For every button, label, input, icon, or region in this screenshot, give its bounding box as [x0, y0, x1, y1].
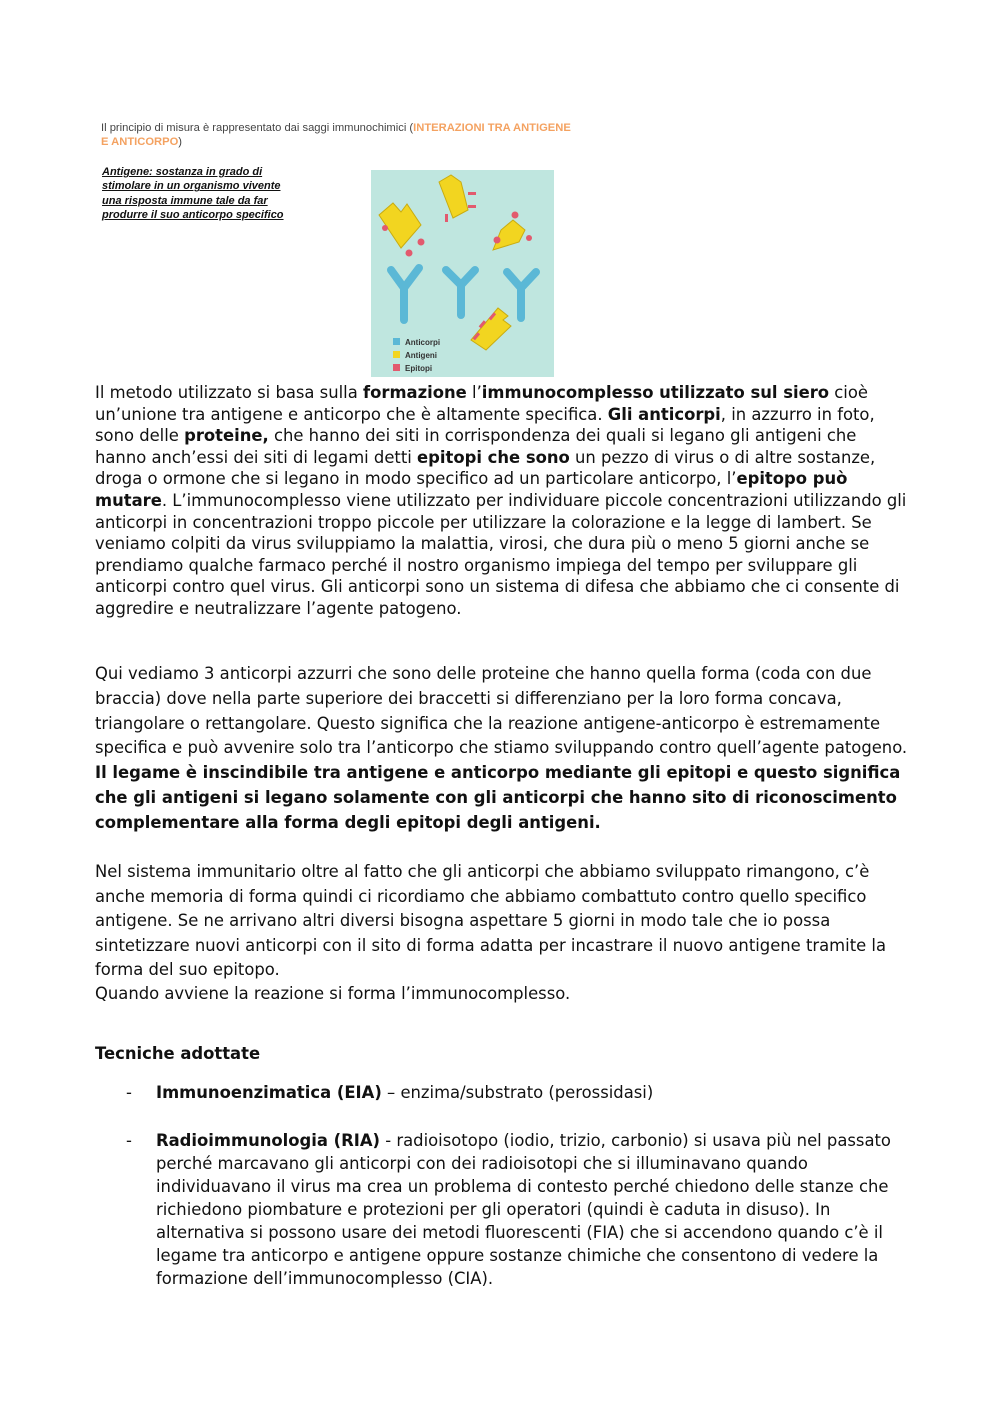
paragraph-method [95, 382, 910, 620]
bullet-eia [156, 1081, 896, 1104]
text-run: Il metodo utilizzato si basa sulla [95, 383, 363, 402]
bullet-text: – enzima/substrato (perossidasi) [381, 1083, 654, 1102]
bullet-text: - radioisotopo (iodio, trizio, carbonio) si usava più nel passato perché marcavano gli anticorpi con dei radioisotopi che si illuminavano quando individuavano il virus ma crea un problema di contesto perché chiedono delle stanze che richiedono piombature e protezioni per gli operatori (quindi è caduta in disuso). In alternativa si possono usare dei metodi fluorescenti (FIA) che si accendono quando c’è il legame tra anticorpo e antigene oppure sostanze chimiche che consentono di vedere la formazione dell’immunocomplesso (CIA). [156, 1131, 891, 1288]
bullet-dash: - [126, 1131, 132, 1150]
text-run: Qui vediamo 3 anticorpi azzurri che sono delle proteine che hanno quella forma (coda con due braccia) dove nella parte superiore dei braccetti si differenziano per la loro forma concava, triangolare o rettangolare. Questo significa che la reazione antigene-anticorpo è estremamente specifica e può avvenire solo tra l’anticorpo che stiamo sviluppando contro quell’agente patogeno. [95, 664, 908, 758]
text-run: un pezzo di virus o di altre sostanze, droga o ormone che si legano in modo specifico ad un particolare anticorpo, l’ [95, 447, 876, 489]
intro-highlight: INTERAZIONI TRA ANTIGENE E ANTICORPO [101, 122, 571, 148]
antibody-shapes [391, 268, 536, 320]
intro-paragraph [101, 121, 571, 149]
antigen-shape [471, 308, 511, 350]
text-run: che hanno dei siti in corrispondenza dei quali si legano gli antigeni che hanno anch’essi dei siti di legami detti [95, 426, 857, 467]
bold-run: proteine, [184, 426, 269, 446]
paragraph-reaction: Quando avviene la reazione si forma l’immunocomplesso. [95, 984, 571, 1003]
antigen-antibody-illustration [371, 170, 554, 377]
antigen-definition: Antigene: sostanza in grado di stimolare in un organismo vivente una risposta immune tale da far produrre il suo anticorpo specifico [102, 166, 284, 221]
bold-run: formazione [362, 383, 467, 402]
antigen-shape [439, 175, 468, 218]
bullet-dash: - [126, 1083, 132, 1102]
section-heading: Tecniche adottate [95, 1044, 261, 1063]
text-run: , in azzurro in foto, sono delle [95, 404, 875, 446]
intro-close: ) [178, 136, 183, 148]
bullet-title: Immunoenzimatica (EIA) [156, 1083, 382, 1102]
bullet-ria [156, 1129, 896, 1290]
bold-run: epitopi che sono [417, 447, 570, 467]
bold-run: Gli anticorpi [607, 404, 721, 424]
bold-run: immunocomplesso utilizzato sul siero [481, 383, 830, 402]
paragraph-memory: Nel sistema immunitario oltre al fatto che gli anticorpi che abbiamo sviluppato rimangono, c’è anche memoria di forma quindi ci ricordiamo che abbiamo combattuto contro quello specifico antigene. Se ne arrivano altri diversi bisogna aspettare 5 giorni in modo tale che io possa sintetizzare nuovi anticorpi con il sito di forma adatta per incastrare il nuovo antigene tramite la forma del suo epitopo. [95, 862, 887, 980]
text-run: . L’immunocomplesso viene utilizzato per individuare piccole concentrazioni utilizzando gli anticorpi in concentrazioni troppo piccole per utilizzare la colorazione e la legge di lambert. Se veniamo colpiti da virus sviluppiamo la malattia, virosi, che dura più o meno 5 giorni anche se prendiamo qualche farmaco perché il nostro organismo impiega del tempo per sviluppare gli anticorpi contro quel virus. Gli anticorpi sono un sistema di difesa che abbiamo che ci consente di aggredire e neutralizzare l’agente patogeno. [95, 490, 907, 618]
antigen-shape [493, 220, 525, 250]
bold-run: Il legame è inscindibile tra antigene e anticorpo mediante gli epitopi e questo significa che gli antigeni si legano solamente con gli anticorpi che hanno sito di riconoscimento complementare alla forma degli epitopi degli antigeni. [95, 763, 901, 832]
paragraph-antibodies [95, 662, 910, 836]
bullet-title: Radioimmunologia (RIA) [156, 1131, 381, 1150]
antigen-antibody-figure [371, 170, 554, 377]
bold-run: epitopo può mutare [95, 469, 848, 510]
intro-text: Il principio di misura è rappresentato dai saggi immunochimici ( [101, 122, 414, 134]
legend-anticorpi: Anticorpi [405, 338, 441, 347]
legend-antigeni: Antigeni [405, 351, 437, 360]
text-run: cioè un’unione tra antigene e anticorpo che è altamente specifica. [95, 383, 868, 424]
text-run: l’ [466, 383, 482, 402]
legend-epitopi: Epitopi [405, 364, 433, 373]
